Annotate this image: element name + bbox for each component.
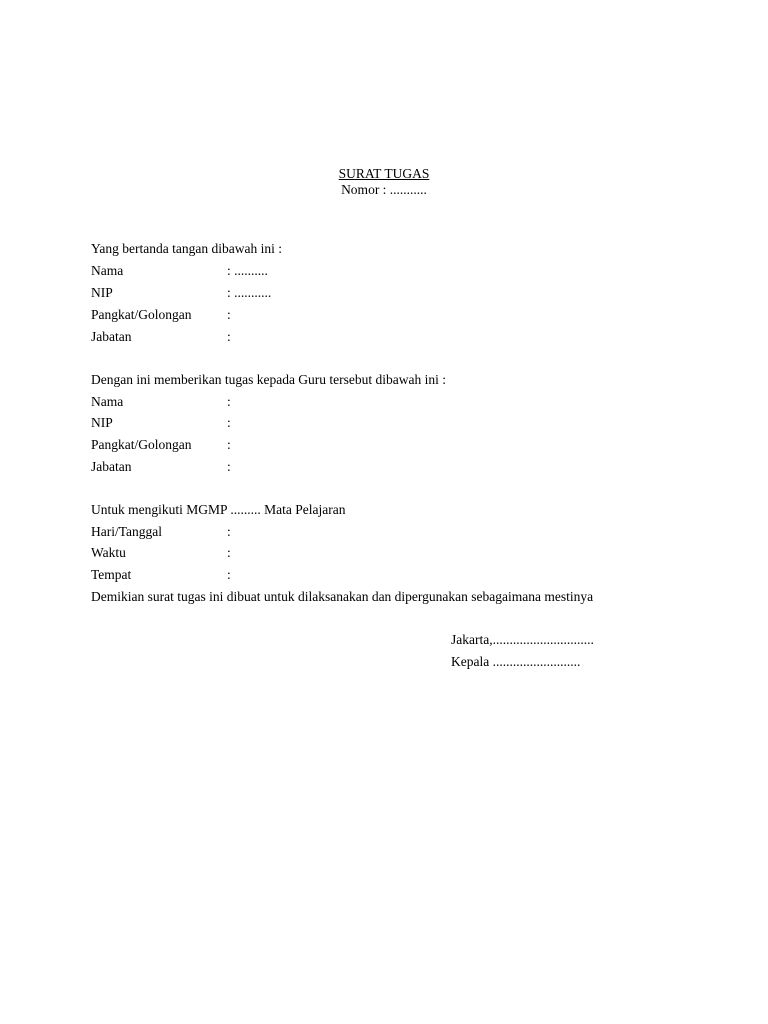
task-intro: Untuk mengikuti MGMP ......... Mata Pelajaran bbox=[91, 502, 346, 517]
assignee-intro: Dengan ini memberikan tugas kepada Guru tersebut dibawah ini : bbox=[91, 372, 447, 387]
field-value: : bbox=[227, 415, 231, 430]
field-value: : bbox=[227, 459, 231, 474]
field-value: : bbox=[227, 545, 231, 560]
signer-intro: Yang bertanda tangan dibawah ini : bbox=[91, 241, 282, 256]
field-label: NIP bbox=[91, 285, 113, 300]
signer-field-nama bbox=[91, 263, 268, 279]
field-label: Jabatan bbox=[91, 459, 132, 474]
field-value: : bbox=[227, 307, 231, 322]
signer-field-jabatan bbox=[91, 329, 231, 345]
field-value: : bbox=[227, 567, 231, 582]
field-value: : .......... bbox=[227, 263, 268, 278]
field-value: : bbox=[227, 524, 231, 539]
closing-statement: Demikian surat tugas ini dibuat untuk dilaksanakan dan dipergunakan sebagaimana mestinya bbox=[91, 589, 594, 604]
signer-field-pangkat bbox=[91, 307, 231, 323]
field-value: : bbox=[227, 437, 231, 452]
assignee-field-jabatan bbox=[91, 459, 231, 475]
task-field-waktu bbox=[91, 545, 231, 561]
field-label: Pangkat/Golongan bbox=[91, 437, 192, 452]
field-label: Nama bbox=[91, 394, 124, 409]
field-label: Nama bbox=[91, 263, 124, 278]
letter-title: SURAT TUGAS bbox=[338, 166, 430, 181]
field-value: : bbox=[227, 394, 231, 409]
field-value: : ........... bbox=[227, 285, 272, 300]
field-label: Jabatan bbox=[91, 329, 132, 344]
field-label: Hari/Tanggal bbox=[91, 524, 163, 539]
assignee-field-nip bbox=[91, 415, 231, 431]
field-label: Pangkat/Golongan bbox=[91, 307, 192, 322]
letter-number: Nomor : ........... bbox=[341, 182, 427, 197]
field-value: : bbox=[227, 329, 231, 344]
field-label: Waktu bbox=[91, 545, 126, 560]
field-label: NIP bbox=[91, 415, 113, 430]
task-field-hari-tanggal bbox=[91, 524, 231, 540]
task-field-tempat bbox=[91, 567, 231, 583]
place-date-line: Jakarta,.............................. bbox=[451, 632, 594, 647]
field-label: Tempat bbox=[91, 567, 132, 582]
signer-field-nip bbox=[91, 285, 271, 301]
signer-position-line: Kepala .......................... bbox=[451, 654, 581, 669]
assignee-field-pangkat bbox=[91, 437, 231, 453]
assignee-field-nama bbox=[91, 394, 231, 410]
